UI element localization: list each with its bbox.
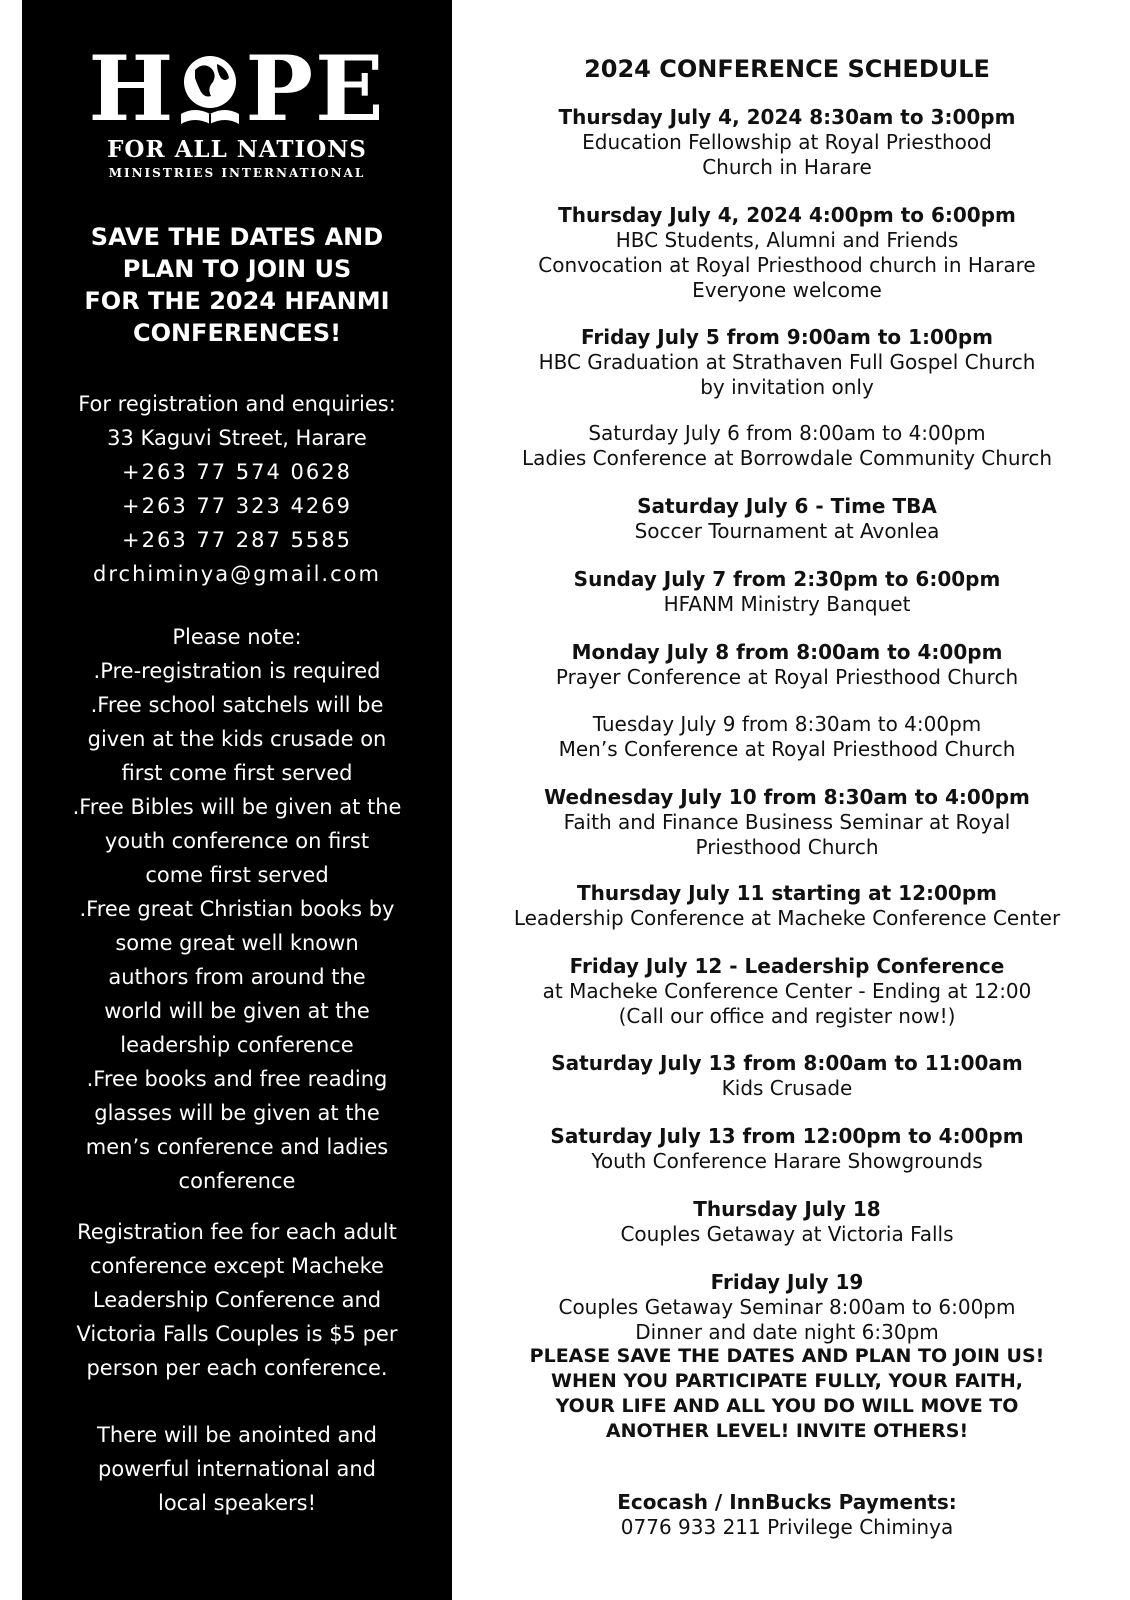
speakers-line: There will be anointed and (97, 1423, 377, 1447)
event-detail: Men’s Conference at Royal Priesthood Church (558, 737, 1016, 761)
event-detail: Church in Harare (702, 155, 872, 179)
event-when: Saturday July 13 from 12:00pm to 4:00pm (550, 1124, 1024, 1148)
left-panel (22, 0, 452, 1600)
event-when: Thursday July 11 starting at 12:00pm (576, 881, 997, 905)
schedule-event (462, 1051, 1112, 1101)
event-when: Wednesday July 10 from 8:30am to 4:00pm (544, 785, 1030, 809)
contact-phone: +263 77 323 4269 (122, 494, 352, 518)
logo-letters-pe: PE (245, 36, 386, 142)
headline-line: SAVE THE DATES AND (90, 223, 384, 251)
globe-bible-icon (177, 52, 243, 132)
note-line: world will be given at the (104, 999, 370, 1023)
closing-message (462, 1344, 1112, 1444)
notes-block (22, 620, 452, 1198)
schedule-event (462, 421, 1112, 471)
event-when: Friday July 5 from 9:00am to 1:00pm (580, 325, 994, 349)
fee-line: Registration fee for each adult (77, 1220, 397, 1244)
payments-label: Ecocash / InnBucks Payments: (617, 1490, 957, 1514)
schedule-event (462, 640, 1112, 690)
event-detail: Ladies Conference at Borrowdale Community Church (521, 446, 1053, 470)
payments-detail: 0776 933 211 Privilege Chiminya (620, 1515, 954, 1539)
schedule-event (462, 494, 1112, 544)
note-line: some great well known (115, 931, 359, 955)
event-when: Saturday July 6 - Time TBA (637, 494, 937, 518)
fee-line: Victoria Falls Couples is $5 per (76, 1322, 398, 1346)
schedule-event (462, 1270, 1112, 1345)
event-when: Saturday July 6 from 8:00am to 4:00pm (588, 421, 986, 445)
headline-line: PLAN TO JOIN US (122, 255, 352, 283)
note-line: .Free books and free reading (86, 1067, 388, 1091)
note-line: first come first served (121, 761, 353, 785)
closing-line: ANOTHER LEVEL! INVITE OTHERS! (605, 1420, 969, 1442)
note-line: leadership conference (120, 1033, 354, 1057)
event-detail: Youth Conference Harare Showgrounds (591, 1149, 983, 1173)
headline-line: CONFERENCES! (132, 319, 342, 347)
schedule-event (462, 1124, 1112, 1174)
event-when: Thursday July 18 (693, 1197, 881, 1221)
logo-letter-h: H (88, 36, 176, 142)
event-detail: by invitation only (700, 375, 874, 399)
event-detail: Convocation at Royal Priesthood church in Harare (538, 253, 1036, 277)
logo-line2: MINISTRIES INTERNATIONAL (108, 166, 366, 180)
schedule-event (462, 105, 1112, 180)
schedule-title: 2024 CONFERENCE SCHEDULE (584, 55, 990, 83)
event-when: Thursday July 4, 2024 8:30am to 3:00pm (558, 105, 1016, 129)
event-detail: Everyone welcome (692, 278, 882, 302)
note-line: Please note: (172, 625, 302, 649)
speakers-line: local speakers! (158, 1491, 316, 1515)
hope-logo (22, 36, 452, 186)
event-detail: at Macheke Conference Center - Ending at 12:00 (542, 979, 1032, 1003)
event-detail: Couples Getaway Seminar 8:00am to 6:00pm (558, 1295, 1016, 1319)
contact-phone: +263 77 574 0628 (122, 460, 352, 484)
schedule-event (462, 325, 1112, 400)
note-line: .Free great Christian books by (79, 897, 395, 921)
event-detail: Kids Crusade (721, 1076, 853, 1100)
save-dates-headline (22, 221, 452, 349)
note-line: come first served (145, 863, 329, 887)
contact-phone: +263 77 287 5585 (122, 528, 352, 552)
note-line: .Free school satchels will be (90, 693, 384, 717)
event-detail: Faith and Finance Business Seminar at Royal (563, 810, 1011, 834)
event-detail: HBC Graduation at Strathaven Full Gospel Church (538, 350, 1036, 374)
note-line: .Pre-registration is required (93, 659, 381, 683)
note-line: authors from around the (108, 965, 366, 989)
logo-line1: FOR ALL NATIONS (107, 136, 367, 163)
closing-line: PLEASE SAVE THE DATES AND PLAN TO JOIN US! (529, 1345, 1045, 1367)
event-when: Sunday July 7 from 2:30pm to 6:00pm (573, 567, 1001, 591)
speakers-block (22, 1418, 452, 1520)
schedule-event (462, 1197, 1112, 1247)
schedule-panel (462, 0, 1112, 1600)
event-detail: Prayer Conference at Royal Priesthood Church (555, 665, 1019, 689)
fee-line: Leadership Conference and (92, 1288, 382, 1312)
note-line: .Free Bibles will be given at the (72, 795, 402, 819)
event-detail: Leadership Conference at Macheke Conference Center (513, 906, 1061, 930)
event-detail: HBC Students, Alumni and Friends (615, 228, 959, 252)
schedule-event (462, 785, 1112, 860)
payments-block (462, 1490, 1112, 1540)
schedule-event (462, 203, 1112, 303)
fee-line: person per each conference. (86, 1356, 388, 1380)
schedule-event (462, 954, 1112, 1029)
event-detail: Soccer Tournament at Avonlea (634, 519, 940, 543)
speakers-line: powerful international and (98, 1457, 376, 1481)
event-when: Saturday July 13 from 8:00am to 11:00am (551, 1051, 1023, 1075)
schedule-event (462, 712, 1112, 762)
event-detail: Couples Getaway at Victoria Falls (620, 1222, 954, 1246)
event-detail: HFANM Ministry Banquet (663, 592, 911, 616)
headline-line: FOR THE 2024 HFANMI (84, 287, 390, 315)
note-line: glasses will be given at the (94, 1101, 380, 1125)
note-line: men’s conference and ladies (85, 1135, 389, 1159)
schedule-event (462, 881, 1112, 931)
contact-block (22, 387, 452, 591)
event-detail: (Call our office and register now!) (618, 1004, 956, 1028)
note-line: youth conference on first (104, 829, 370, 853)
fee-line: conference except Macheke (90, 1254, 384, 1278)
closing-line: YOUR LIFE AND ALL YOU DO WILL MOVE TO (555, 1395, 1019, 1417)
event-when: Thursday July 4, 2024 4:00pm to 6:00pm (558, 203, 1016, 227)
note-line: given at the kids crusade on (87, 727, 387, 751)
event-detail: Education Fellowship at Royal Priesthood (582, 130, 992, 154)
event-when: Friday July 19 (710, 1270, 864, 1294)
note-line: conference (178, 1169, 296, 1193)
event-when: Tuesday July 9 from 8:30am to 4:00pm (592, 712, 982, 736)
contact-intro: For registration and enquiries: (78, 392, 396, 416)
schedule-event (462, 567, 1112, 617)
contact-email: drchiminya@gmail.com (93, 562, 381, 586)
contact-address: 33 Kaguvi Street, Harare (107, 426, 367, 450)
event-detail: Priesthood Church (695, 835, 879, 859)
event-when: Monday July 8 from 8:00am to 4:00pm (571, 640, 1003, 664)
event-when: Friday July 12 - Leadership Conference (569, 954, 1005, 978)
event-detail: Dinner and date night 6:30pm (635, 1320, 939, 1344)
closing-line: WHEN YOU PARTICIPATE FULLY, YOUR FAITH, (551, 1370, 1023, 1392)
registration-fee-block (22, 1215, 452, 1385)
